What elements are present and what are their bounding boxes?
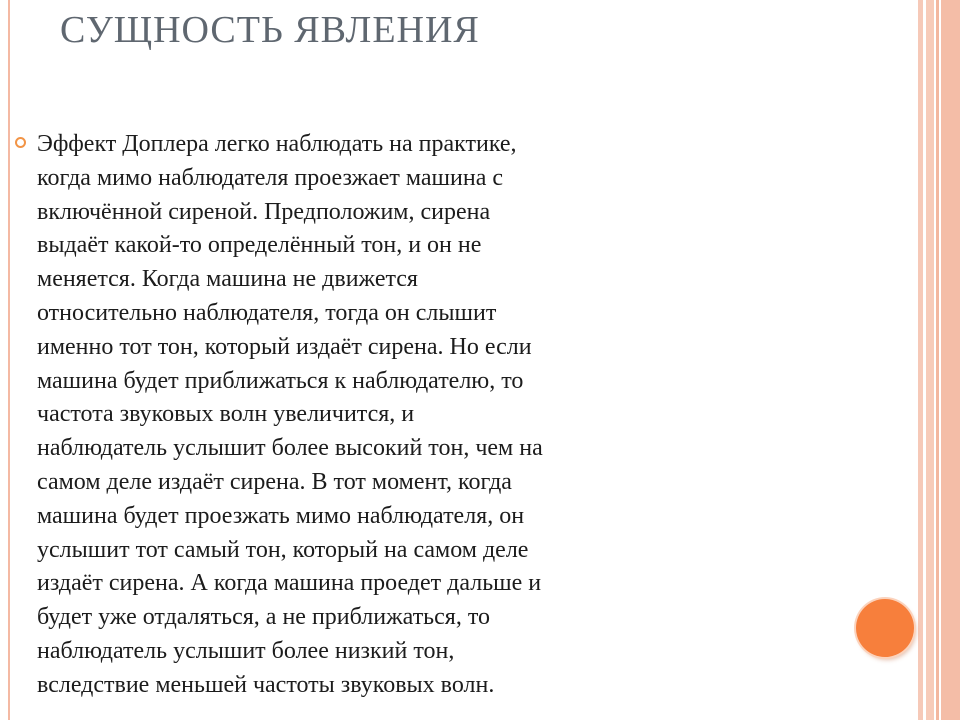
text-line: наблюдатель услышит более низкий тон, bbox=[37, 637, 455, 664]
text-line: включённой сиреной. Предположим, сирена bbox=[37, 198, 491, 225]
text-line: относительно наблюдателя, тогда он слышит bbox=[37, 299, 497, 326]
text-line: машина будет приближаться к наблюдателю, то bbox=[37, 367, 524, 394]
text-line: издаёт сирена. А когда машина проедет дальше и bbox=[37, 570, 542, 597]
text-line: когда мимо наблюдателя проезжает машина с bbox=[37, 164, 504, 191]
text-line: частота звуковых волн увеличится, и bbox=[37, 401, 415, 428]
orange-circle-icon bbox=[856, 599, 914, 657]
right-stripe-3 bbox=[936, 0, 939, 720]
text-line: будет уже отдаляться, а не приближаться, то bbox=[37, 604, 490, 631]
text-line: наблюдатель услышит более высокий тон, чем на bbox=[37, 435, 543, 462]
text-line: машина будет проезжать мимо наблюдателя, он bbox=[37, 502, 525, 529]
bullet-paragraph bbox=[37, 128, 737, 703]
bullet-ring-icon bbox=[15, 137, 26, 148]
text-line: услышит тот самый тон, который на самом деле bbox=[37, 536, 529, 563]
text-line: меняется. Когда машина не движется bbox=[37, 266, 418, 293]
slide-title: СУЩНОСТЬ ЯВЛЕНИЯ bbox=[60, 9, 480, 51]
right-stripe-4 bbox=[941, 0, 960, 720]
right-stripe-2 bbox=[926, 0, 934, 720]
text-line: выдаёт какой-то определённый тон, и он не bbox=[37, 232, 482, 259]
text-line: вследствие меньшей частоты звуковых волн. bbox=[37, 671, 495, 698]
text-line: именно тот тон, который издаёт сирена. Но если bbox=[37, 333, 532, 360]
text-line: Эффект Доплера легко наблюдать на практике, bbox=[37, 131, 517, 157]
right-stripe-1 bbox=[918, 0, 923, 720]
left-accent-line bbox=[8, 0, 10, 720]
text-line: самом деле издаёт сирена. В тот момент, когда bbox=[37, 468, 512, 495]
